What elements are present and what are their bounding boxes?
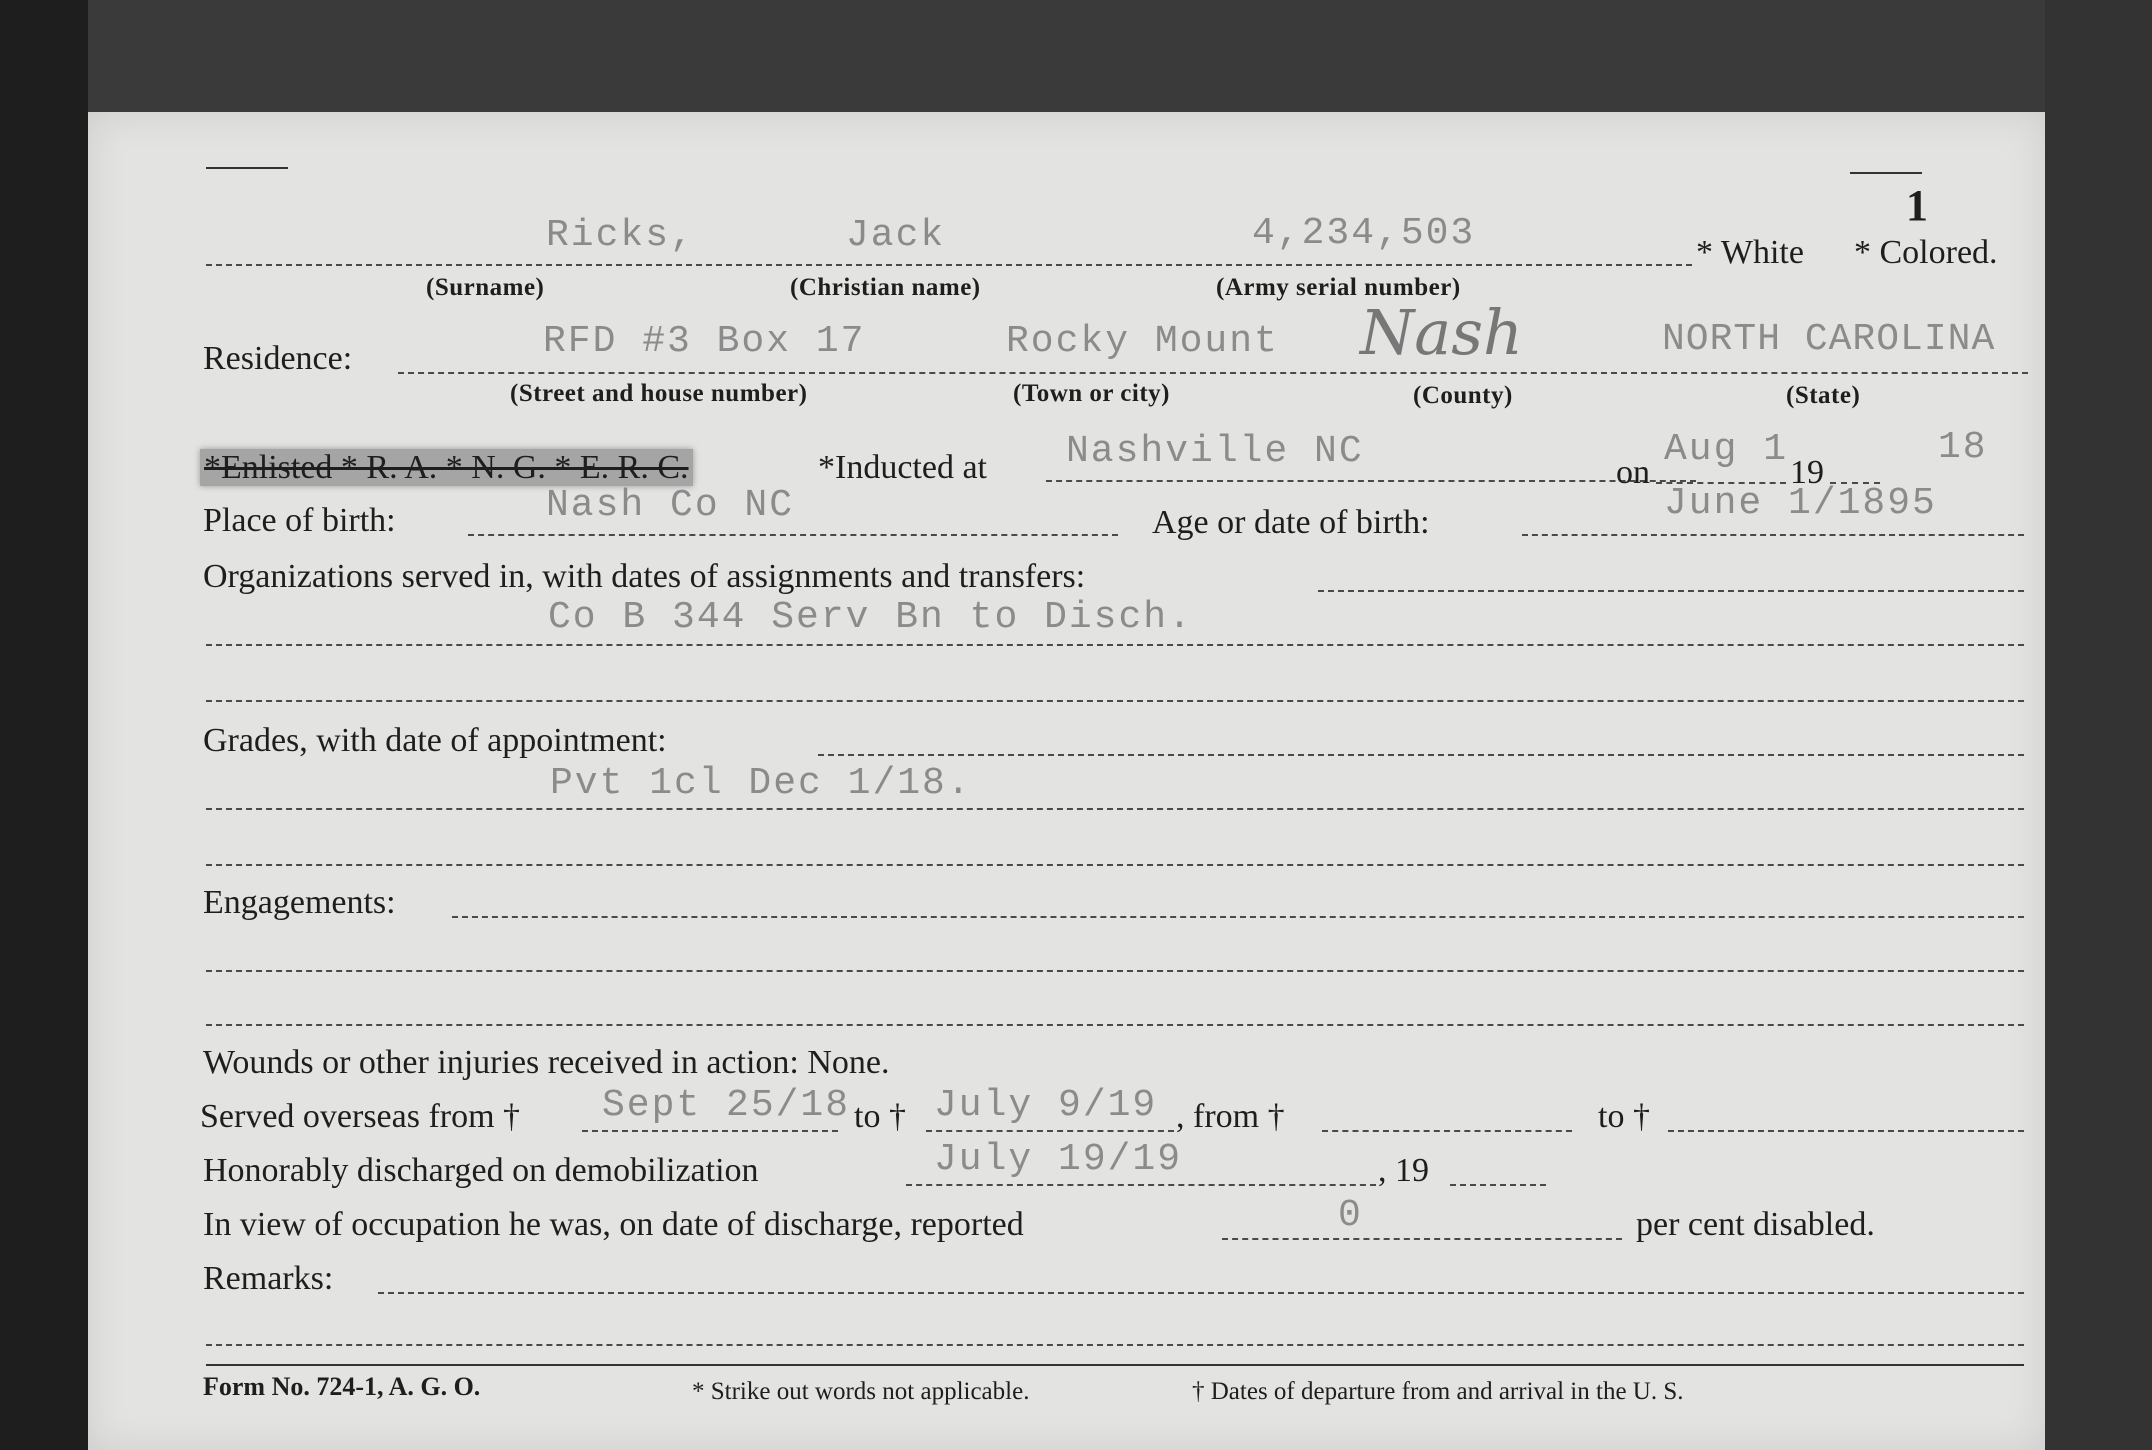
year-prefix: 19 [1790,454,1824,491]
engagements-label: Engagements: [203,884,396,921]
overseas-from2-line [1322,1130,1572,1132]
grades-label: Grades, with date of appointment: [203,722,667,759]
overseas-to-line [926,1130,1174,1132]
discharge-year-line [1450,1184,1546,1186]
footer-rule [206,1364,2024,1366]
organizations-line-2 [206,644,2024,646]
service-record-card [88,112,2045,1450]
surname-caption: (Surname) [426,274,545,301]
discharge-date-value: July 19/19 [934,1138,1183,1181]
dates-note: † Dates of departure from and arrival in the U. S. [1192,1378,1684,1405]
county-value: Nash [1360,296,1523,369]
christian-name-value: Jack [846,214,946,257]
surname-value: Ricks, [546,214,695,257]
organizations-line-3 [206,700,2024,702]
enlisted-options [200,449,693,487]
wounds-label: Wounds or other injuries received in action: None. [203,1044,890,1081]
state-value: NORTH CAROLINA [1662,318,1996,361]
grades-line-2 [206,808,2024,810]
form-number: Form No. 724-1, A. G. O. [203,1372,481,1401]
scan-background-top [0,0,2152,112]
inducted-label: *Inducted at [818,449,987,486]
town-caption: (Town or city) [1013,380,1170,407]
county-caption: (County) [1413,382,1513,409]
overseas-to2-label: to † [1598,1098,1650,1135]
top-left-rule [206,167,288,169]
age-label: Age or date of birth: [1152,504,1430,541]
on-label: on [1616,454,1650,491]
organizations-line-1 [1318,590,2024,592]
overseas-to-value: July 9/19 [934,1084,1158,1127]
engagements-line-2 [206,970,2024,972]
induction-year-value: 18 [1938,426,1988,469]
disability-value: 0 [1338,1194,1363,1237]
engagements-line-3 [206,1024,2024,1026]
induction-date-value: Aug 1 [1664,428,1789,471]
grades-line-1 [818,754,2024,756]
overseas-from-line [582,1130,838,1132]
serial-number-value: 4,234,503 [1252,212,1476,255]
town-value: Rocky Mount [1006,320,1279,363]
remarks-line-1 [378,1292,2024,1294]
place-of-birth-label: Place of birth: [203,502,396,539]
scan-background-left [0,0,88,1450]
state-caption: (State) [1786,382,1861,409]
discharge-year-suffix: , 19 [1378,1152,1429,1189]
enlisted-options-text: *Enlisted * R. A. * N. G. * E. R. C. [200,449,693,486]
strike-note: * Strike out words not applicable. [692,1378,1030,1405]
grades-line-3 [206,864,2024,866]
residence-label: Residence: [203,340,353,377]
birth-date-value: June 1/1895 [1664,482,1937,525]
page-number: 1 [1906,181,1928,230]
disability-suffix: per cent disabled. [1636,1206,1875,1243]
organizations-label: Organizations served in, with dates of assignments and transfers: [203,558,1086,595]
serial-number-caption: (Army serial number) [1216,274,1461,301]
engagements-line-1 [452,916,2024,918]
white-label: * White [1696,234,1804,271]
overseas-from-value: Sept 25/18 [602,1084,851,1127]
name-line [206,264,1692,266]
overseas-to-label: to † [854,1098,906,1135]
street-caption: (Street and house number) [510,380,808,407]
overseas-from2-label: , from † [1176,1098,1285,1135]
street-value: RFD #3 Box 17 [543,320,866,363]
top-right-rule [1850,172,1922,174]
disability-line [1222,1238,1622,1240]
christian-name-caption: (Christian name) [790,274,981,301]
scan-background-right [2045,0,2152,1450]
place-of-birth-line [468,534,1118,536]
overseas-label: Served overseas from † [200,1098,521,1135]
inducted-at-value: Nashville NC [1066,430,1364,473]
overseas-to2-line [1668,1130,2024,1132]
discharge-line [906,1184,1376,1186]
remarks-line-2 [206,1344,2024,1346]
colored-label: * Colored. [1854,234,1998,271]
inducted-line [1046,480,1696,482]
organizations-value: Co B 344 Serv Bn to Disch. [548,596,1193,639]
disability-label: In view of occupation he was, on date of discharge, reported [203,1206,1024,1243]
place-of-birth-value: Nash Co NC [546,484,795,527]
residence-line [398,372,2028,374]
grades-value: Pvt 1cl Dec 1/18. [550,762,972,805]
remarks-label: Remarks: [203,1260,334,1297]
birth-date-line [1522,534,2024,536]
discharge-label: Honorably discharged on demobilization [203,1152,759,1189]
